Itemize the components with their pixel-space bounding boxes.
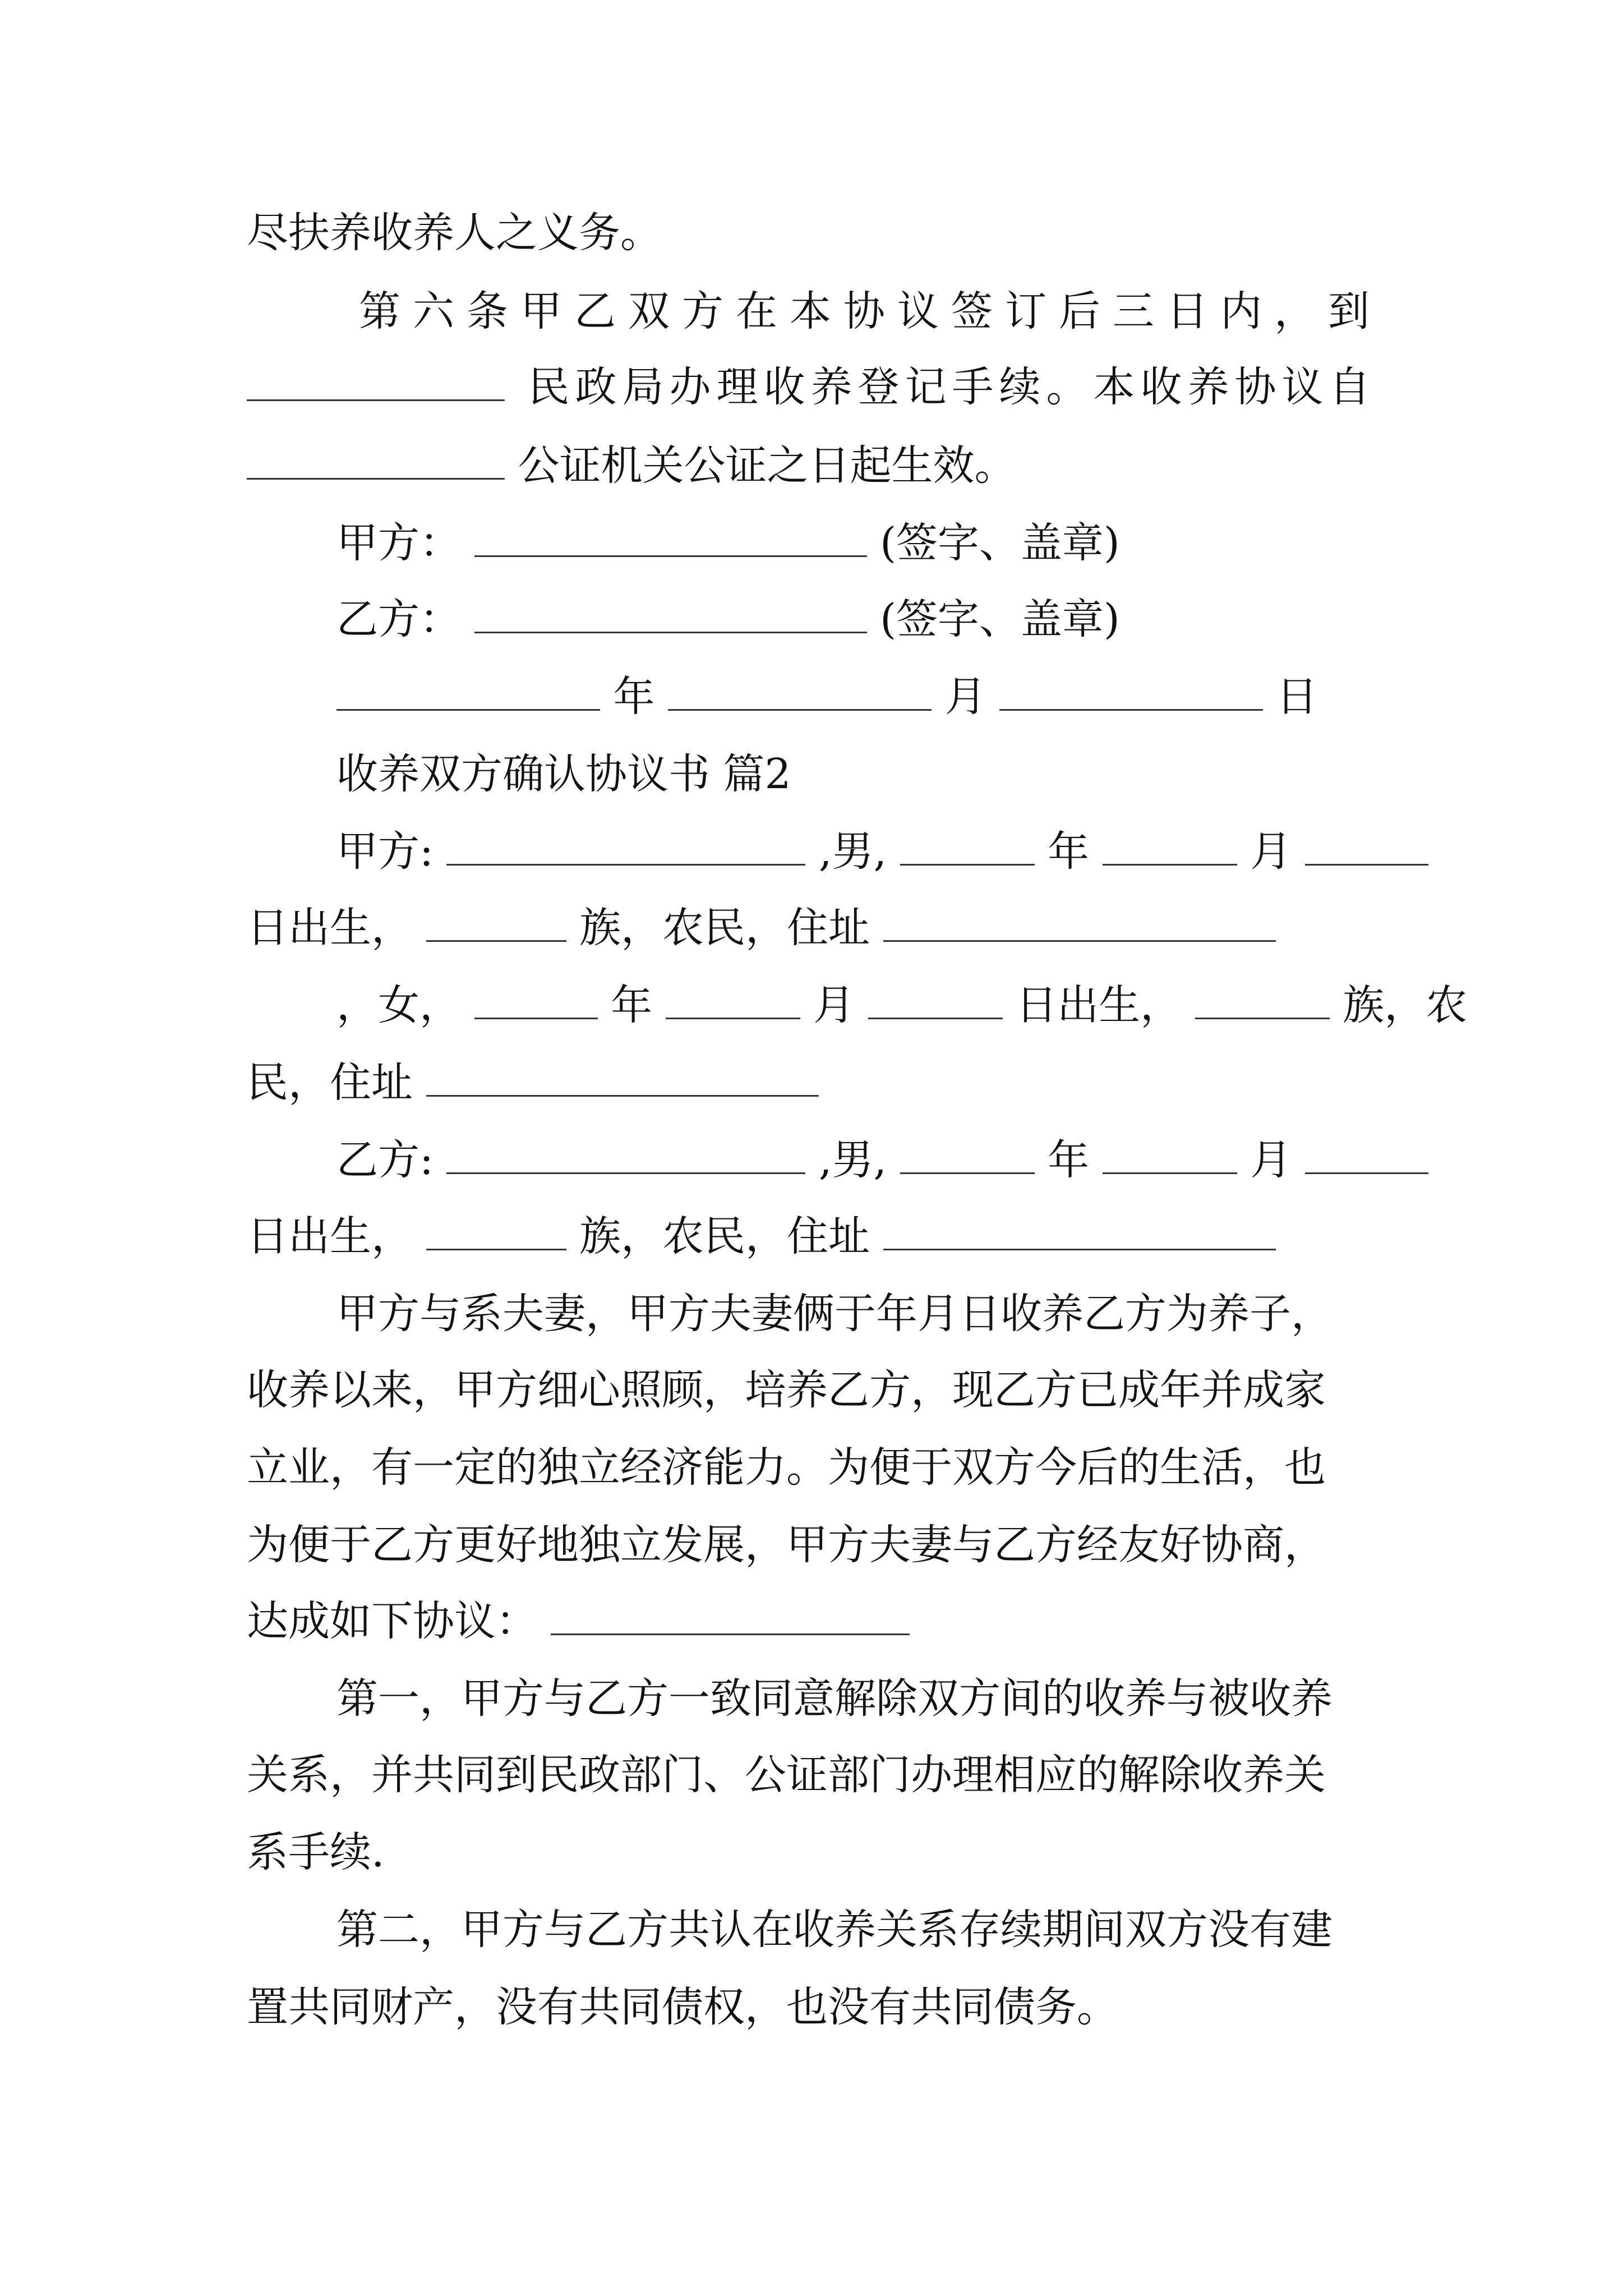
day-label: 日: [1276, 673, 1318, 721]
gender-text: ,男,: [819, 1136, 887, 1184]
party-b-signature: [336, 591, 1481, 647]
paragraph-line: [336, 1902, 1391, 1958]
month-blank: [1103, 829, 1237, 866]
text: 族，农: [1343, 981, 1468, 1029]
paragraph-line: [247, 1824, 1391, 1880]
ethnicity-blank: [426, 1214, 566, 1250]
section-title: 收养双方确认协议书 篇2: [336, 750, 791, 798]
text: 族，农民，住址: [579, 904, 870, 952]
party-a-signature: [336, 515, 1481, 571]
day-blank: [1305, 1138, 1428, 1174]
year-blank: [336, 674, 600, 711]
date-line: [336, 669, 1481, 725]
paragraph-line: [247, 1593, 1391, 1649]
year-blank: [900, 1138, 1035, 1174]
text-line: [247, 1055, 1391, 1111]
day-blank: [1305, 829, 1428, 866]
text: 第一，甲方与乙方一致同意解除双方间的收养与被收养: [336, 1674, 1332, 1723]
name-blank: [446, 1138, 805, 1174]
month-blank: [666, 983, 800, 1019]
month-blank: [1103, 1138, 1237, 1174]
month-blank: [668, 674, 932, 711]
party-a-label: 甲方:: [336, 827, 434, 876]
year-blank: [900, 829, 1035, 866]
text: 关系，并共同到民政部门、公证部门办理相应的解除收养关: [247, 1751, 1326, 1799]
signature-blank: [474, 597, 867, 633]
text: 民，住址: [247, 1059, 413, 1107]
day-blank: [868, 983, 1003, 1019]
text: 系手续.: [247, 1828, 385, 1876]
text: 公证机关公证之日起生效。: [518, 441, 1016, 490]
text-line: [247, 900, 1391, 956]
birth-text: 日出生，: [247, 904, 413, 952]
month-label: 月: [1250, 1136, 1292, 1184]
name-blank: [446, 829, 805, 866]
address-blank: [883, 905, 1276, 942]
text: 甲方与系夫妻，甲方夫妻俩于年月日收养乙方为养子，: [336, 1290, 1332, 1338]
text-line: [247, 438, 1391, 494]
section-heading: [336, 746, 1481, 802]
article-six-text: 第六条甲乙双方在本协议签订后三日内，到: [359, 287, 1382, 335]
text: 立业，有一定的独立经济能力。为便于双方今后的生活，也: [247, 1443, 1326, 1492]
agreement-blank: [551, 1599, 910, 1635]
month-label: 月: [944, 673, 986, 721]
year-label: 年: [1048, 827, 1090, 876]
birth-text: 日出生，: [247, 1212, 413, 1260]
paragraph-line: [247, 1979, 1391, 2035]
paragraph-line: [247, 1439, 1391, 1496]
year-label: 年: [613, 673, 655, 721]
blank-line: [247, 365, 505, 401]
paragraph-line: [336, 1671, 1391, 1727]
paragraph-line: [336, 1286, 1391, 1342]
gender-text: ，女，: [336, 981, 461, 1029]
address-blank: [426, 1060, 819, 1097]
text-line: [336, 977, 1468, 1033]
paragraph-line: [247, 1517, 1391, 1573]
party-b-info: [336, 1132, 1391, 1188]
address-blank: [883, 1214, 1276, 1250]
ethnicity-blank: [1195, 983, 1330, 1019]
month-label: 月: [813, 981, 855, 1029]
text-line: [247, 205, 1391, 261]
party-b-label: 乙方：: [336, 595, 461, 643]
signature-blank: [474, 521, 867, 557]
gender-text: ,男,: [819, 827, 887, 876]
paragraph-line: [247, 1747, 1391, 1803]
text: 收养以来，甲方细心照顾，培养乙方，现乙方已成年并成家: [247, 1366, 1326, 1414]
text: 达成如下协议：: [247, 1597, 537, 1645]
party-a-label: 甲方：: [336, 519, 461, 567]
text: 族，农民，住址: [579, 1212, 870, 1260]
blank-line: [247, 443, 505, 480]
text: 为便于乙方更好地独立发展，甲方夫妻与乙方经友好协商，: [247, 1521, 1326, 1569]
text: 民政局办理收养登记手续。本收养协议自: [528, 363, 1376, 411]
text: 置共同财产，没有共同债权，也没有共同债务。: [247, 1983, 1118, 2031]
text: 尽扶养收养人之义务。: [247, 209, 662, 257]
text-line: [247, 1208, 1391, 1264]
year-label: 年: [611, 981, 653, 1029]
birth-text: 日出生，: [1016, 981, 1182, 1029]
ethnicity-blank: [426, 905, 566, 942]
year-blank: [474, 983, 598, 1019]
signature-note: (签字、盖章): [880, 519, 1120, 567]
paragraph-line: [247, 1362, 1391, 1418]
month-label: 月: [1250, 827, 1292, 876]
day-blank: [999, 674, 1263, 711]
party-a-info: [336, 823, 1391, 880]
year-label: 年: [1048, 1136, 1090, 1184]
party-b-label: 乙方:: [336, 1136, 434, 1184]
text-line: [247, 359, 1391, 415]
article-six-line: [359, 283, 1391, 339]
text: 第二，甲方与乙方共认在收养关系存续期间双方没有建: [336, 1906, 1332, 1954]
signature-note: (签字、盖章): [880, 595, 1120, 643]
